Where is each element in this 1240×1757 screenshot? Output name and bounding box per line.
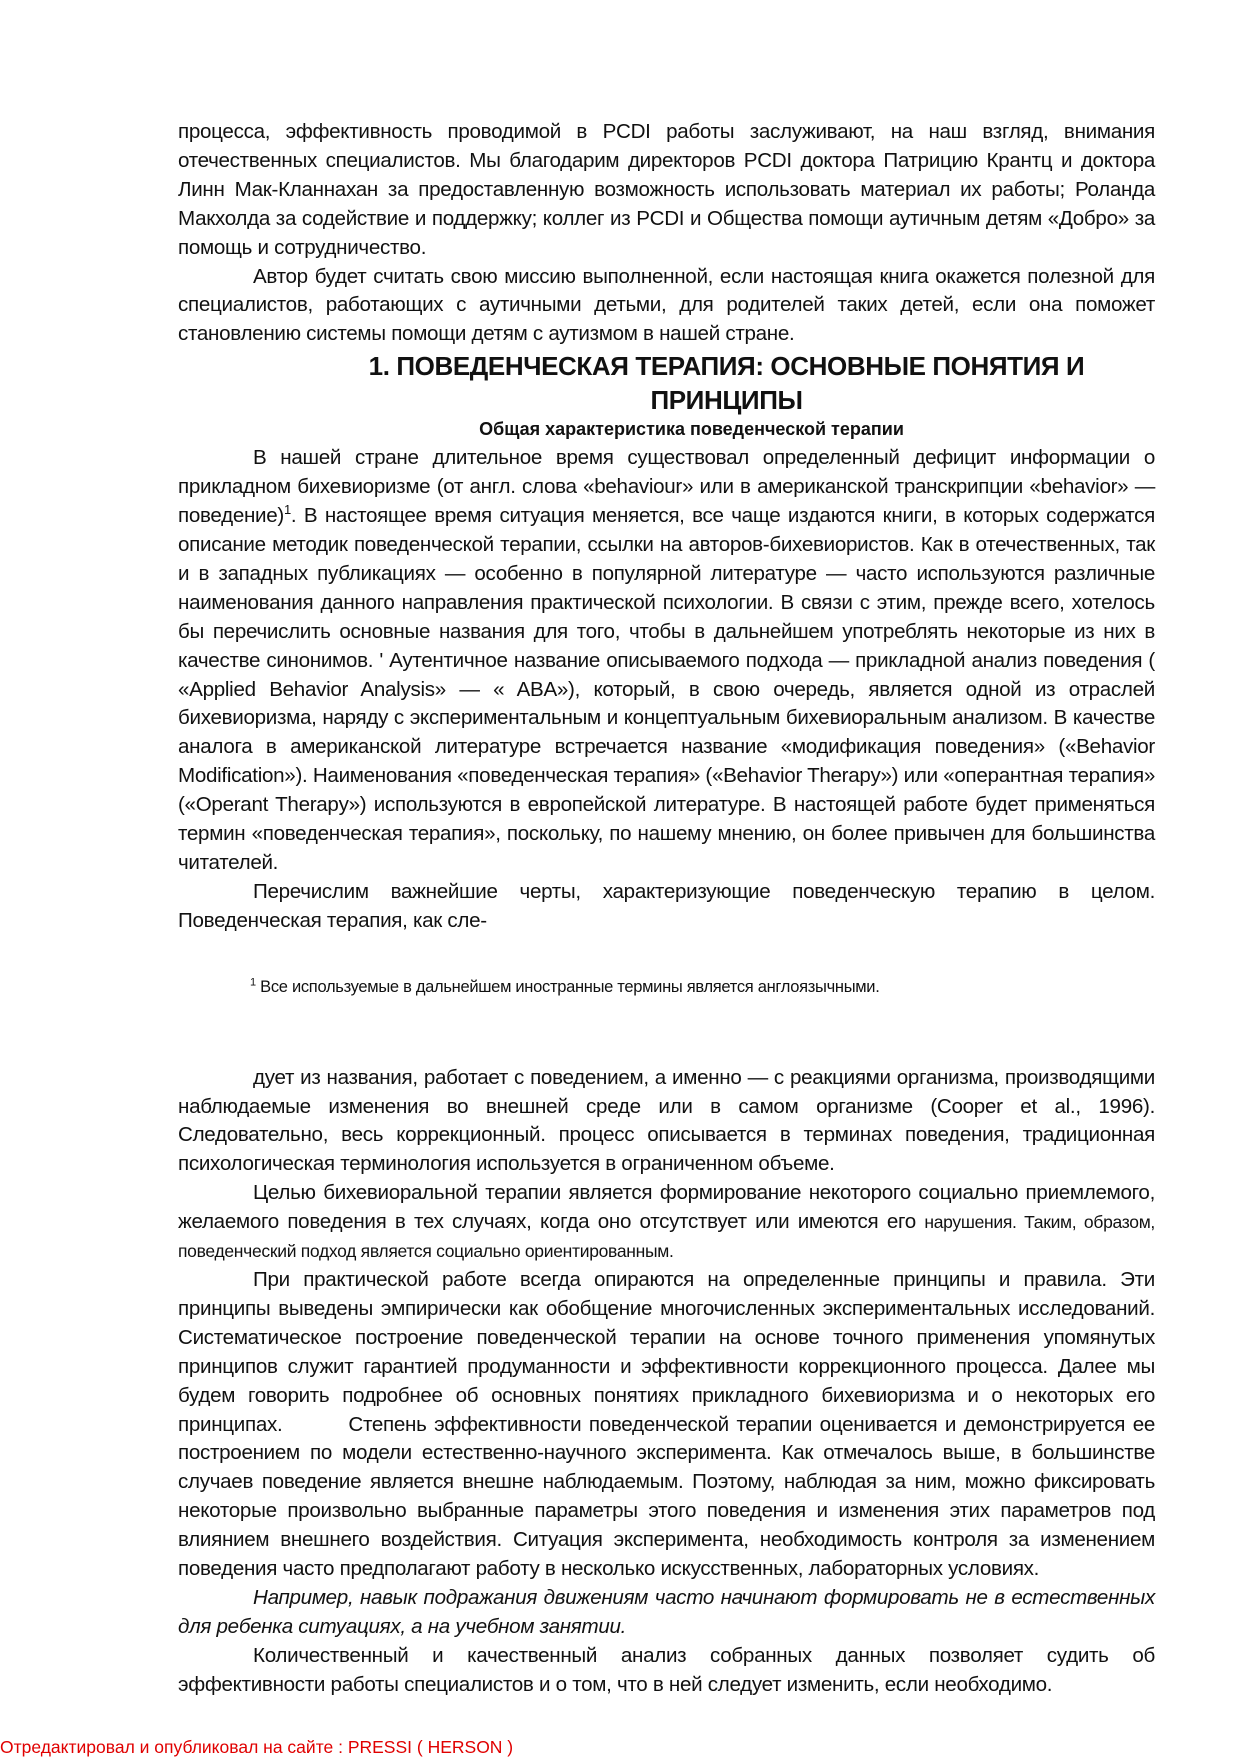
paragraph-pcdi-thanks: процесса, эффективность проводимой в PCDI работы заслуживают, на наш взгляд, внимания отечественных специалистов. Мы благодарим директоров PCDI доктора Патрицию Крантц и доктора Линн Мак-Кланнахан за предоставленную возможность использовать материал их работы; Роланда Макхолда за содействие и поддержку; коллег из PCDI и Общества помощи аутичным детям «Добро» за помощь и сотрудничество.	[178, 120, 1155, 259]
footnote-area	[178, 936, 1155, 1064]
terminology-text-end: . В настоящее время ситуация меняется, все чаще издаются книги, в которых содержатся описание методик поведенческой терапии, ссылки на авторов-бихевиористов. Как в отечественных, так и в западных публикациях — особенно в популярной литературе — часто используются различные наименования данного направления практической психологии. В связи с этим, прежде всего, хотелось бы перечислить основные названия для того, чтобы в дальнейшем употреблять некоторые из них в качестве синонимов. ' Аутентичное название описываемого подхода — прикладной анализ поведения ( «Applied Behavior Analysis» — « ABA»), который, в свою очередь, является одной из отраслей бихевиоризма, наряду с экспериментальным и концептуальным бихевиоральным анализом. В качестве аналога в американской литературе встречается название «модификация поведения» («Behavior Modification»). Наименования «поведенческая терапия» («Behavior Therapy») или «оперантная терапия» («Operant Therapy») используются в европейской литературе. В настоящей работе будет применяться термин «поведенческая терапия», поскольку, по нашему мнению, он более привычен для большинства читателей.	[178, 504, 1155, 874]
principles-text: При практической работе всегда опираются на определенные принципы и правила. Эти принципы выведены эмпирически как обобщение многочисленных экспериментальных исследований. Систематическое построение поведенческой терапии на основе точного применения упомянутых принципов служит гарантией продуманности и эффективности коррекционного процесса. Далее мы будем говорить подробнее об основных понятиях прикладного бихевиоризма и о некоторых его принципах.	[178, 1268, 1155, 1436]
paragraph-author-mission: Автор будет считать свою миссию выполненной, если настоящая книга окажется полезной для специалистов, работающих с аутичными детьми, для родителей таких детей, если она поможет становлению системы помощи детям с аутизмом в нашей стране.	[178, 264, 1155, 346]
paragraph-features: Перечислим важнейшие черты, характеризующие поведенческую терапию в целом. Поведенческая терапия, как сле-	[178, 879, 1155, 932]
paragraph-analysis: Количественный и качественный анализ собранных данных позволяет судить об эффективности работы специалистов и о том, что в ней следует изменить, если необходимо.	[178, 1643, 1155, 1696]
paragraph-example: Например, навык подражания движениям часто начинают формировать не в естественных для ребенка ситуациях, а на учебном занятии.	[178, 1585, 1155, 1638]
chapter-title: 1. ПОВЕДЕНЧЕСКАЯ ТЕРАПИЯ: ОСНОВНЫЕ ПОНЯТИЯ И ПРИНЦИПЫ	[368, 351, 1085, 416]
publisher-footer: Отредактировал и опубликовал на сайте : PRESSI ( HERSON )	[0, 1737, 514, 1757]
effectiveness-text: Степень эффективности поведенческой терапии оценивается и демонстрируется ее построением по модели естественно-научного эксперимента. Как отмечалось выше, в большинстве случаев поведение является внешне наблюдаемым. Поэтому, наблюдая за ним, можно фиксировать некоторые произвольно выбранные параметры этого поведения и изменения этих параметров под влиянием внешнего воздействия. Ситуация эксперимента, необходимость контроля за изменением поведения часто предполагают работу в несколько искусственных, лабораторных условиях.	[178, 1412, 1155, 1581]
paragraph-continuation: дует из названия, работает с поведением, а именно — с реакциями организма, производящими наблюдаемые изменения во внешней среде или в самом организме (Cooper et al., 1996). Следовательно, весь коррекционный. процесс описывается в терминах поведения, традиционная психологическая терминология используется в ограниченном объеме.	[178, 1065, 1155, 1176]
goal-text-tail: нарушения. Таким, образом, поведенческий подход является социально ориентированным.	[178, 1212, 1155, 1262]
footnote	[250, 976, 880, 998]
footnote-marker: 1	[283, 502, 291, 518]
section-title: Общая характеристика поведенческой терапии	[479, 419, 904, 440]
footnote-text: Все используемые в дальнейшем иностранные термины является англоязычными.	[260, 977, 880, 996]
footnote-number: 1	[250, 976, 256, 989]
paragraph-terminology	[178, 444, 1155, 878]
document-page	[178, 118, 1155, 1700]
paragraph-principles	[178, 1266, 1155, 1584]
paragraph-goal	[178, 1179, 1155, 1266]
goal-text: Целью бихевиоральной терапии является формирование некоторого социально приемлемого, желаемого поведения в тех случаях, когда оно отсутствует или имеются его	[178, 1181, 1155, 1234]
terminology-text-start: В нашей стране длительное время существовал определенный дефицит информации о прикладном бихевиоризме (от англ. слова «behaviour» или в американской транскрипции «behavior» — поведение)	[178, 446, 1155, 528]
